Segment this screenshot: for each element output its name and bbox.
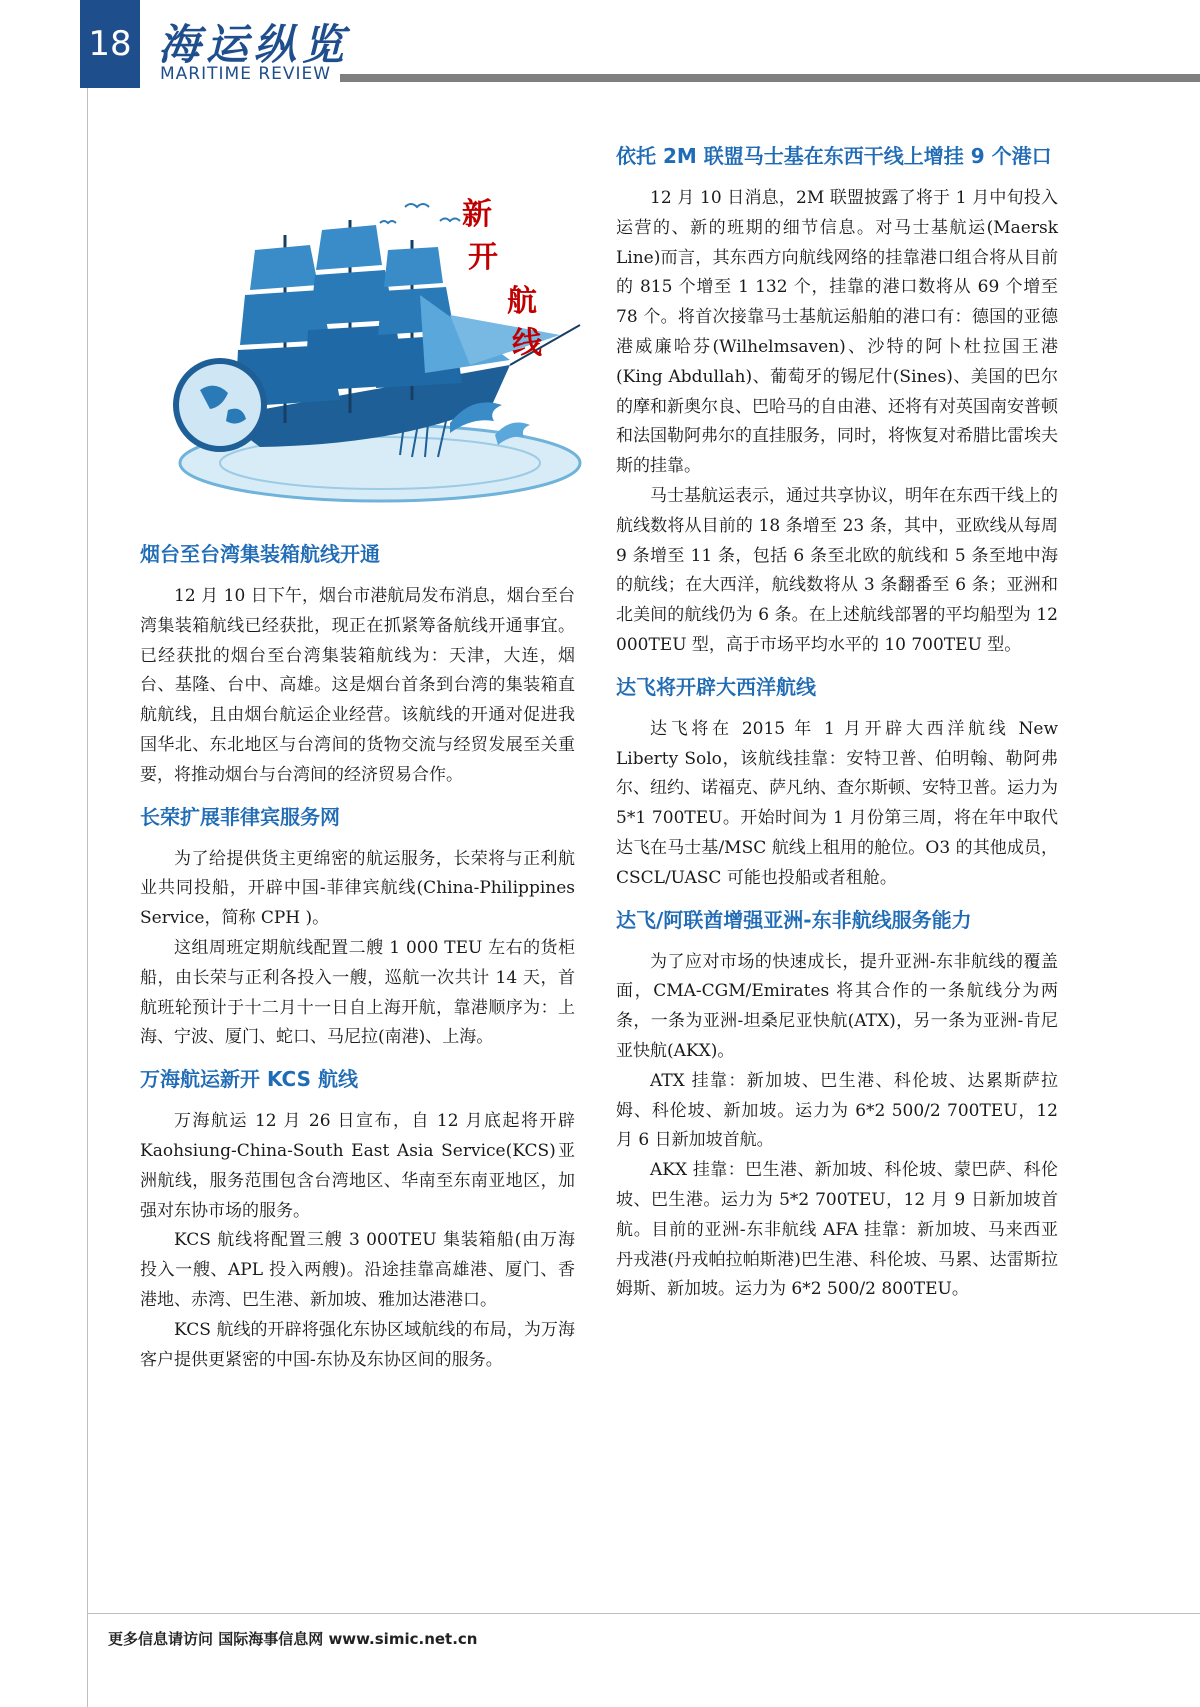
article-title: 依托 2M 联盟马士基在东西干线上增挂 9 个港口 xyxy=(616,144,1052,168)
article-paragraph: AKX 挂靠：巴生港、新加坡、科伦坡、蒙巴萨、科伦坡、巴生港。运力为 5*2 700TEU，12 月 9 日新加坡首航。目前的亚洲-东非航线 AFA 挂靠：新加坡、马来西亚丹戎港(丹戎帕拉帕斯港)巴生港、科伦坡、马累、达雷斯拉姆斯、新加坡。运力为 6*2 500/2 800TEU。 xyxy=(616,1160,1058,1300)
label-char-kai: 开 xyxy=(468,240,498,275)
page-number: 18 xyxy=(80,0,140,88)
label-char-hang: 航 xyxy=(507,284,537,319)
magazine-title: 海运纵览 xyxy=(158,20,351,69)
article-maersk-2m xyxy=(616,140,1058,661)
article-paragraph: 为了给提供货主更绵密的航运服务，长荣将与正利航业共同投船，开辟中国-菲律宾航线(China-Philippines Service，简称 CPH )。 xyxy=(140,848,575,929)
article-title: 烟台至台湾集装箱航线开通 xyxy=(140,542,380,566)
article-title: 达飞/阿联酋增强亚洲-东非航线服务能力 xyxy=(616,907,972,932)
article-yantai-taiwan xyxy=(140,538,575,791)
article-paragraph: ATX 挂靠：新加坡、巴生港、科伦坡、达累斯萨拉姆、科伦坡、新加坡。运力为 6*2 500/2 700TEU，12 月 6 日新加坡首航。 xyxy=(616,1070,1058,1151)
article-paragraph: 马士基航运表示，通过共享协议，明年在东西干线上的航线数将从目前的 18 条增至 23 条，其中，亚欧线从每周 9 条增至 11 条，包括 6 条至北欧的航线和 5 条至地中海的航线；在大西洋，航线数将从 3 条翻番至 6 条；亚洲和北美间的航线仍为 6 条。在上述航线部署的平均船型为 12 000TEU 型，高于市场平均水平的 10 700TEU 型。 xyxy=(616,485,1058,655)
footer-website-note: 更多信息请访问 国际海事信息网 www.simic.net.cn xyxy=(108,1630,478,1648)
article-wanhai-kcs xyxy=(140,1063,575,1375)
article-title: 达飞将开辟大西洋航线 xyxy=(616,674,816,699)
left-margin-rule xyxy=(87,0,88,1707)
article-paragraph: 达飞将在 2015 年 1 月开辟大西洋航线 New Liberty Solo，该航线挂靠：安特卫普、伯明翰、勒阿弗尔、纽约、诺福克、萨凡纳、查尔斯顿、安特卫普。运力为 5*1 700TEU。开始时间为 1 月份第三周，将在年中取代达飞在马士基/MSC 航线上租用的舱位。O3 的其他成员，CSCL/UASC 可能也投船或者租舱。 xyxy=(616,718,1058,888)
article-cma-atlantic xyxy=(616,671,1058,894)
label-char-xian: 线 xyxy=(512,326,542,361)
header-bar xyxy=(340,74,1200,82)
article-paragraph: KCS 航线的开辟将强化东协区域航线的布局，为万海客户提供更紧密的中国-东协及东协区间的服务。 xyxy=(140,1319,575,1370)
article-cma-emirates-east-africa xyxy=(616,904,1058,1306)
footer-rule xyxy=(88,1613,1200,1614)
article-paragraph: 万海航运 12 月 26 日宣布，自 12 月底起将开辟 Kaohsiung-China-South East Asia Service(KCS)亚洲航线，服务范围包含台湾地区、华南至东南亚地区，加强对东协市场的服务。 xyxy=(140,1111,575,1221)
article-evergreen-philippines xyxy=(140,801,575,1054)
magazine-subtitle: MARITIME REVIEW xyxy=(160,64,332,84)
left-column xyxy=(140,538,575,1375)
article-paragraph: 这组周班定期航线配置二艘 1 000 TEU 左右的货柜船，由长荣与正利各投入一艘，巡航一次共计 14 天，首航班轮预计于十二月十一日自上海开航，靠港顺序为：上海、宁波、厦门、蛇口、马尼拉(南港)、上海。 xyxy=(140,937,575,1048)
sailing-ship-illustration xyxy=(150,195,590,515)
article-paragraph: KCS 航线将配置三艘 3 000TEU 集装箱船(由万海投入一艘、APL 投入两艘)。沿途挂靠高雄港、厦门、香港地、赤湾、巴生港、新加坡、雅加达港港口。 xyxy=(140,1230,575,1310)
right-column xyxy=(616,140,1058,1305)
article-paragraph: 12 月 10 日消息，2M 联盟披露了将于 1 月中旬投入运营的、新的班期的细节信息。对马士基航运(Maersk Line)而言，其东西方向航线网络的挂靠港口组合将从目前的 815 个增至 1 132 个，挂靠的港口数将从 69 个增至 78 个。将首次接靠马士基航运船舶的港口有：德国的亚德港威廉哈芬(Wilhelmsaven)、沙特的阿卜杜拉国王港(King Abdullah)、葡萄牙的锡尼什(Sines)、美国的巴尔的摩和新奥尔良、巴哈马的自由港、还将有对英国南安普顿和法国勒阿弗尔的直挂服务，同时，将恢复对希腊比雷埃夫斯的挂靠。 xyxy=(616,188,1058,477)
article-title: 长荣扩展菲律宾服务网 xyxy=(140,804,340,829)
article-paragraph: 12 月 10 日下午，烟台市港航局发布消息，烟台至台湾集装箱航线已经获批，现正在抓紧筹备航线开通事宜。已经获批的烟台至台湾集装箱航线为：天津，大连，烟台、基隆、台中、高雄。这是烟台首条到台湾的集装箱直航航线，且由烟台航运企业经营。该航线的开通对促进我国华北、东北地区与台湾间的货物交流与经贸发展至关重要，将推动烟台与台湾间的经济贸易合作。 xyxy=(140,586,575,785)
article-paragraph: 为了应对市场的快速成长，提升亚洲-东非航线的覆盖面，CMA-CGM/Emirates 将其合作的一条航线分为两条，一条为亚洲-坦桑尼亚快航(ATX)，另一条为亚洲-肯尼亚快航(AKX)。 xyxy=(616,951,1058,1061)
article-title: 万海航运新开 KCS 航线 xyxy=(140,1067,358,1092)
label-char-xin: 新 xyxy=(462,197,492,232)
